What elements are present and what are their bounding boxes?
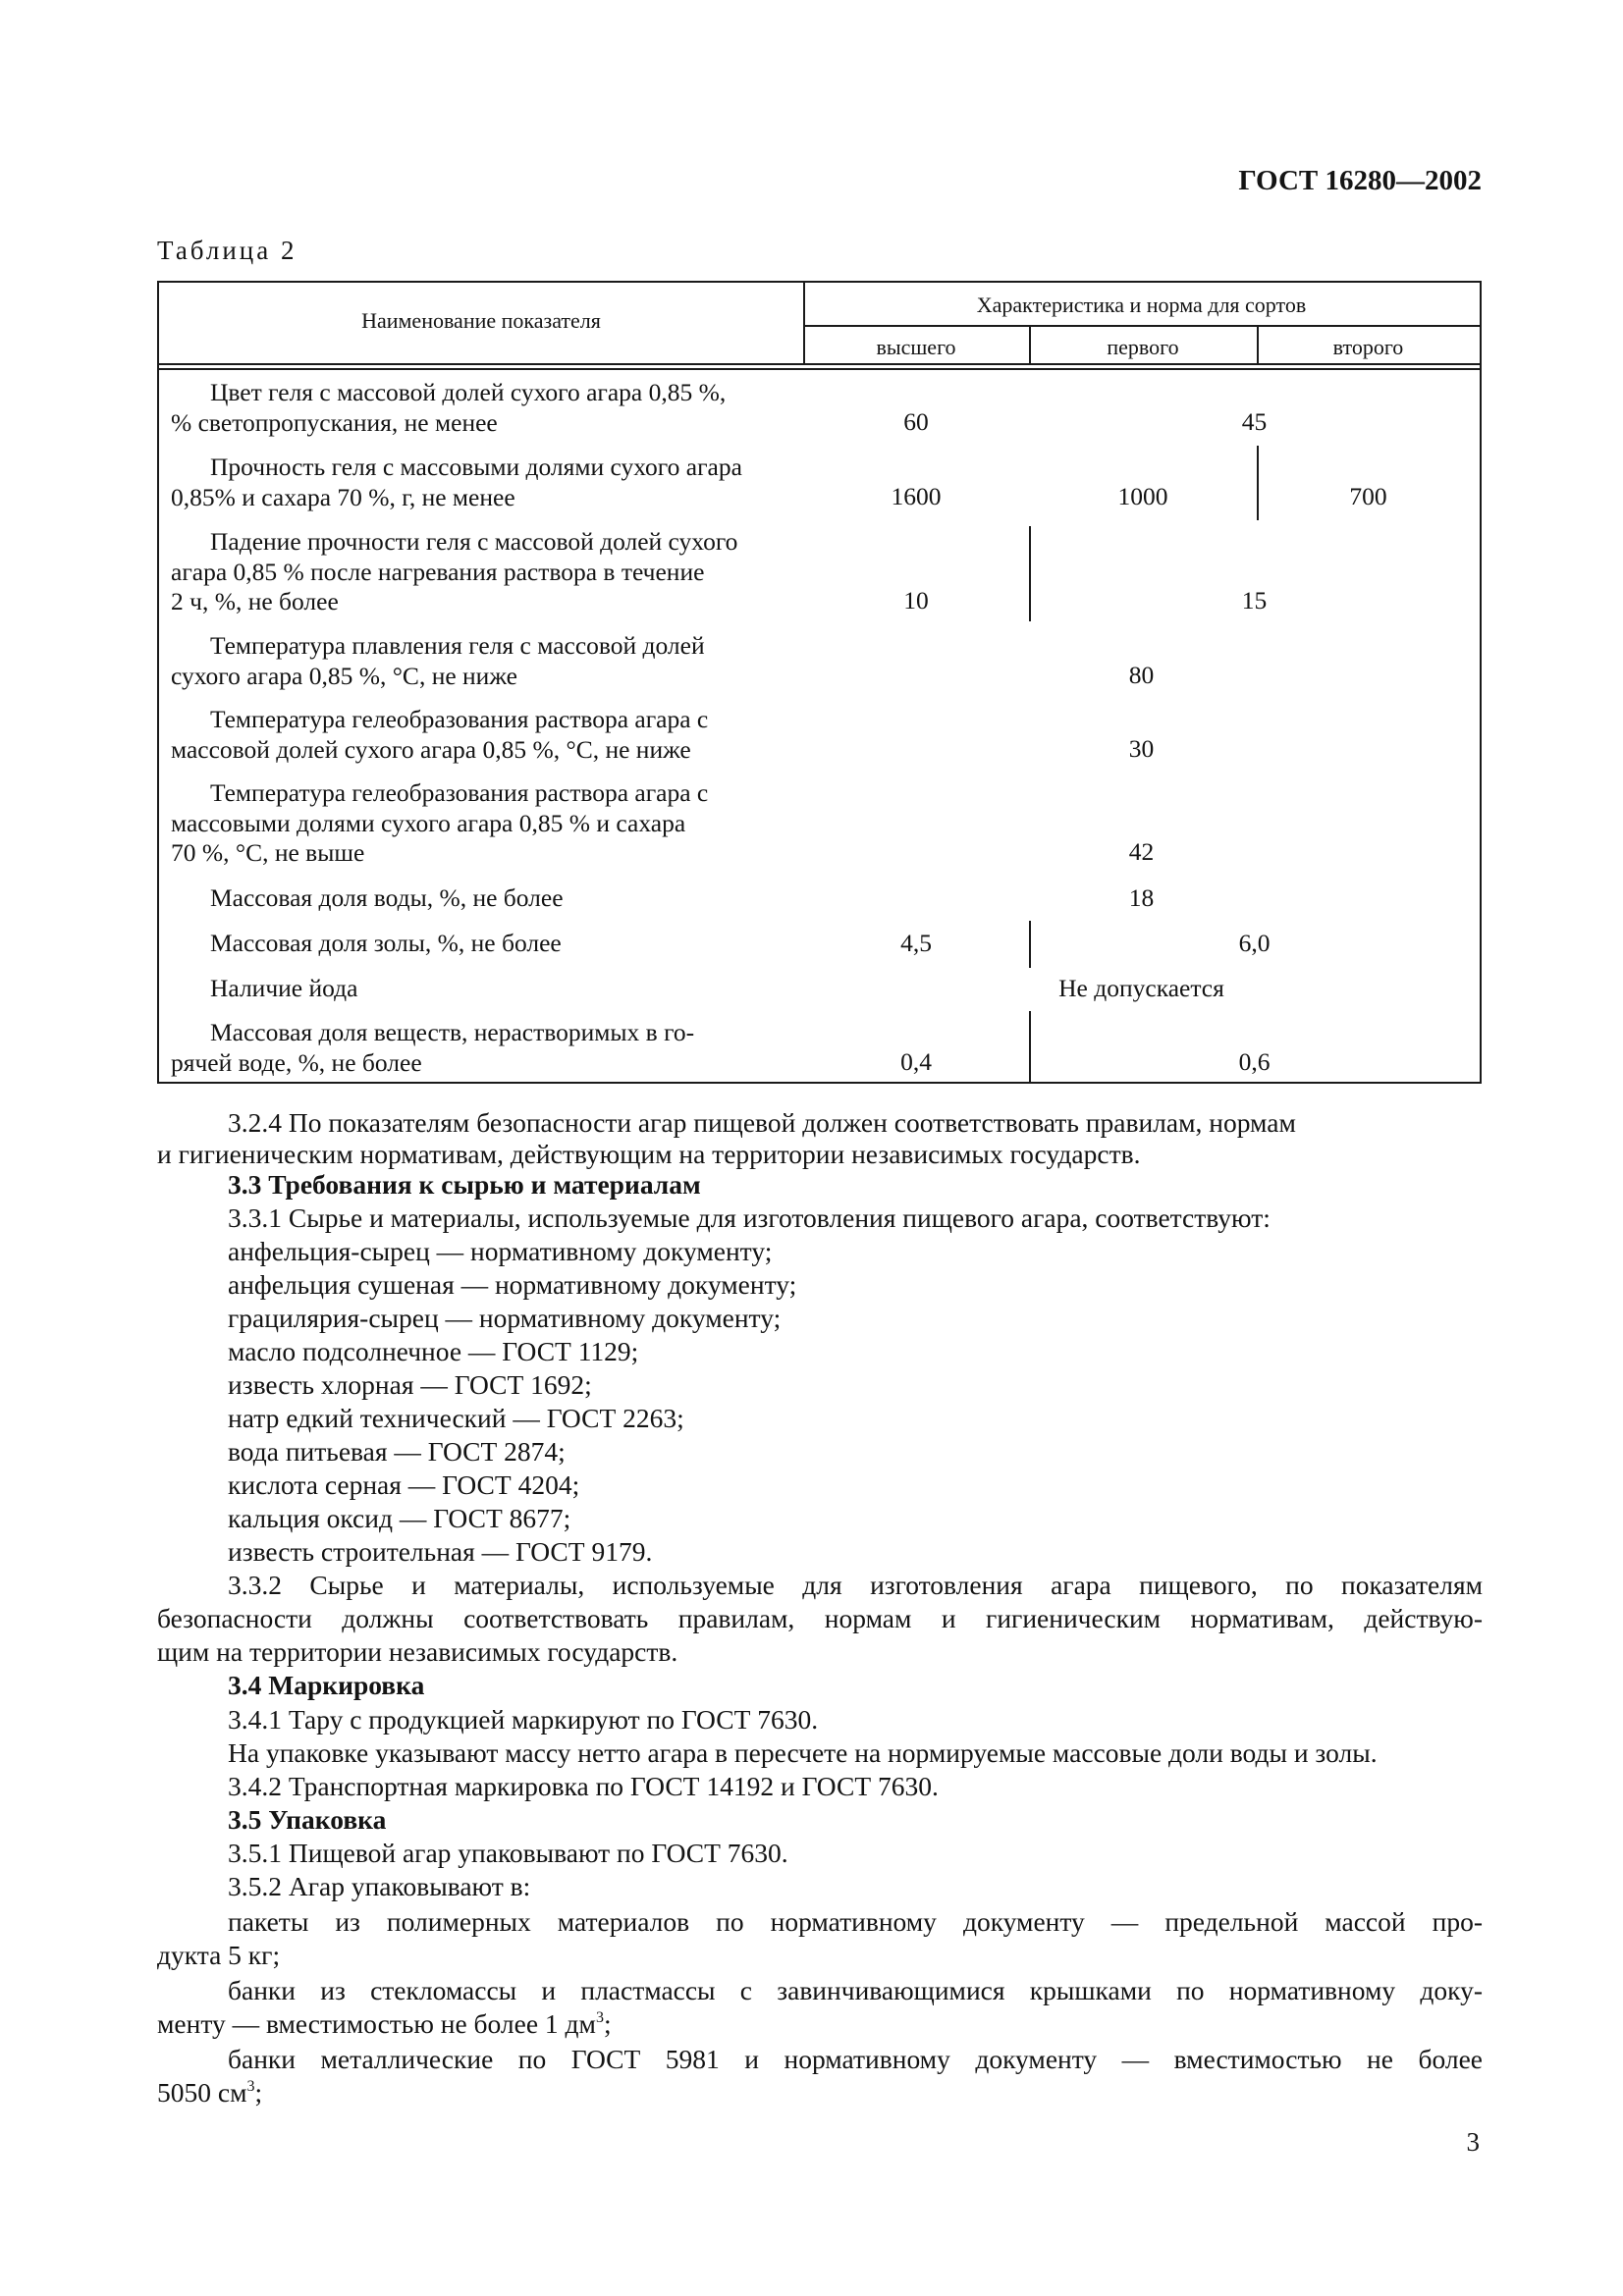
paragraph-3-3-2: 3.3.2 Сырье и материалы, используемые для изготовления агара пищевого, по показателям [228,1570,1483,1600]
packaging-item-glass-jars: банки из стекломассы и пластмассы с завинчивающимися крышками по нормативному доку- [228,1975,1483,2005]
table-cell: 45 [1241,407,1268,436]
packaging-item-glass-jars-cont: менту — вместимостью не более 1 $дм^3$; [157,2008,612,2039]
table-cell: 1000 [1117,482,1168,510]
table-cell: Не допускается [1058,974,1224,1002]
material-item: анфельция-сырец — нормативному документу; [228,1236,773,1266]
table-cell: 6,0 [1238,929,1271,957]
table-row-name: Температура плавления геля с массовой долей сухого агара 0,85 %, °С, не ниже [171,631,705,690]
paragraph-3-4-1-note: На упаковке указывают массу нетто агара в пересчете на нормируемые массовые доли воды и золы. [228,1737,1378,1768]
paragraph-3-3-1: 3.3.1 Сырье и материалы, используемые для изготовления пищевого агара, соответствуют: [228,1202,1271,1233]
column-header-grade-3: второго [1332,335,1404,359]
packaging-item-bags-cont: дукта 5 кг; [157,1940,281,1970]
table-cell: 700 [1349,482,1387,510]
table-row-name: Прочность геля с массовыми долями сухого агара 0,85% и сахара 70 %, г, не менее [171,453,742,511]
paragraph-3-3-2-end: щим на территории независимых государств. [157,1636,678,1667]
table-cell: 0,4 [900,1047,932,1076]
table-cell: 1600 [891,482,942,510]
table-row-name: Температура гелеобразования раствора агара с массовыми долями сухого агара 0,85 % и сахара 70 %, °С, не выше [171,778,709,867]
material-item: грацилярия-сырец — нормативному документу; [228,1303,782,1333]
document-number: ГОСТ 16280—2002 [1238,165,1482,196]
column-header-grades: Характеристика и норма для сортов [976,293,1307,317]
material-item: кислота серная — ГОСТ 4204; [228,1469,580,1500]
paragraph-3-5-2: 3.5.2 Агар упаковывают в: [228,1871,531,1901]
table-row-name: Падение прочности геля с массовой долей сухого агара 0,85 % после нагревания раствора в течение 2 ч, %, не более [171,527,738,615]
packaging-item-metal-cans-cont: 5050 $см^3$; [157,2077,263,2108]
section-heading-3-3: 3.3 Требования к сырью и материалам [228,1169,701,1200]
table-row-name: Массовая доля воды, %, не более [210,883,564,912]
paragraph-3-4-2: 3.4.2 Транспортная маркировка по ГОСТ 14192 и ГОСТ 7630. [228,1771,939,1801]
table-row-name: Цвет геля с массовой долей сухого агара 0,85 %, % светопропускания, не менее [171,378,727,437]
table-cell: 4,5 [900,929,932,957]
paragraph-3-3-2-cont: безопасности должны соответствовать правилам, нормам и гигиеническим нормативам, действую- [157,1603,1483,1633]
packaging-item-bags: пакеты из полимерных материалов по нормативному документу — предельной массой про- [228,1906,1483,1937]
table-row-name: Наличие йода [210,974,358,1002]
page-number: 3 [1466,2127,1480,2157]
paragraph-3-2-4-cont: и гигиеническим нормативам, действующим на территории независимых государств. [157,1139,1141,1169]
table-cell: 15 [1241,586,1268,614]
paragraph-3-2-4: 3.2.4 По показателям безопасности агар пищевой должен соответствовать правилам, нормам [228,1107,1296,1138]
table-caption: Таблица 2 [157,236,298,265]
table-cell: 60 [903,407,929,436]
column-header-grade-1: высшего [876,335,956,359]
paragraph-3-4-1: 3.4.1 Тару с продукцией маркируют по ГОСТ 7630. [228,1704,819,1735]
table-cell: 18 [1128,883,1155,912]
section-heading-3-5: 3.5 Упаковка [228,1804,387,1835]
packaging-item-metal-cans: банки металлические по ГОСТ 5981 и нормативному документу — вместимостью не более [228,2044,1483,2074]
paragraph-3-5-1: 3.5.1 Пищевой агар упаковывают по ГОСТ 7630. [228,1838,788,1868]
table-row-name: Массовая доля веществ, нерастворимых в го- рячей воде, %, не более [171,1018,695,1077]
material-item: вода питьевая — ГОСТ 2874; [228,1436,566,1467]
column-header-grade-2: первого [1107,335,1179,359]
material-item: известь хлорная — ГОСТ 1692; [228,1369,592,1400]
table-cell: 30 [1128,734,1155,763]
table-cell: 80 [1128,661,1155,689]
material-item: натр едкий технический — ГОСТ 2263; [228,1403,684,1433]
material-item: кальция оксид — ГОСТ 8677; [228,1503,571,1533]
material-item: анфельция сушеная — нормативному документу; [228,1269,797,1300]
table-row-name: Массовая доля золы, %, не более [210,929,562,957]
material-item: известь строительная — ГОСТ 9179. [228,1536,653,1567]
column-header-name: Наименование показателя [361,308,601,333]
table-cell: 0,6 [1238,1047,1271,1076]
material-item: масло подсолнечное — ГОСТ 1129; [228,1336,639,1366]
table-cell: 42 [1128,837,1155,866]
table-row-name: Температура гелеобразования раствора агара с массовой долей сухого агара 0,85 %, °С, не ниже [171,705,709,764]
table-cell: 10 [903,586,929,614]
section-heading-3-4: 3.4 Маркировка [228,1670,425,1700]
requirements-table [157,281,1482,1084]
